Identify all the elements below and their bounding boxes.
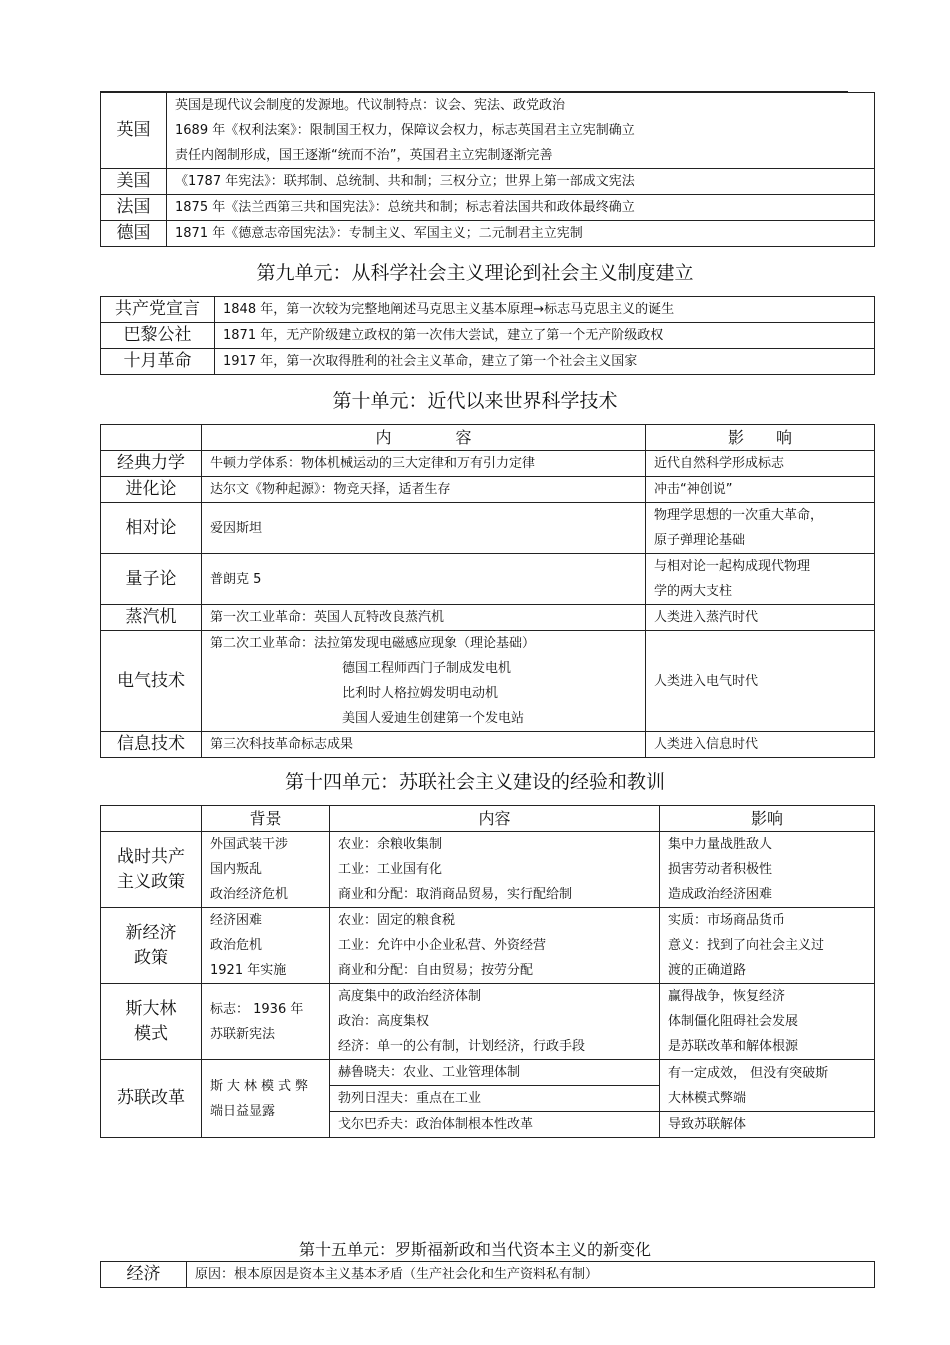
table-row (101, 554, 875, 605)
table-row (101, 1060, 875, 1086)
text-line: 损害劳动者积极性 (668, 862, 773, 877)
table-row (101, 323, 875, 349)
text-line: 体制僵化阻碍社会发展 (668, 1014, 799, 1029)
content-cell: 牛顿力学体系：物体机械运动的三大定律和万有引力定律 (202, 451, 646, 477)
text-line: 有一定成效， 但没有突破斯 (668, 1065, 829, 1081)
background-cell (202, 832, 330, 908)
text-line: 是苏联改革和解体根源 (668, 1039, 799, 1054)
unit15-title: 第十五单元：罗斯福新政和当代资本主义的新变化 (298, 1240, 651, 1259)
content-cell: 爱因斯坦 (202, 503, 646, 554)
text-line: 新经济 (125, 922, 177, 943)
text-line: 外国武装干涉 (210, 837, 289, 852)
unit10-table (100, 424, 875, 758)
impact-cell (646, 554, 875, 605)
text-line: 农业：余粮收集制 (338, 837, 443, 852)
table-row (101, 477, 875, 503)
unit9-table (100, 296, 875, 375)
text-line: 模式 (134, 1023, 168, 1044)
topic-name: 量子论 (101, 554, 202, 605)
content-cell (330, 984, 660, 1060)
text-line: 经济困难 (210, 913, 263, 928)
unit15-table (100, 1261, 875, 1288)
impact-cell: 导致苏联解体 (660, 1112, 875, 1138)
text-line: 政治经济危机 (210, 887, 289, 902)
text-line: 集中力量战胜敌人 (668, 837, 773, 852)
unit9-title: 第九单元：从科学社会主义理论到社会主义制度建立 (256, 262, 694, 284)
event-description: 1871 年，无产阶级建立政权的第一次伟大尝试，建立了第一个无产阶级政权 (215, 323, 875, 349)
text-line: 经济：单一的公有制，计划经济，行政手段 (338, 1039, 586, 1054)
text-line: 原子弹理论基础 (654, 533, 746, 548)
content-cell: 第一次工业革命：英国人瓦特改良蒸汽机 (202, 605, 646, 631)
impact-cell: 冲击“神创说” (646, 477, 875, 503)
text-line: 与相对论一起构成现代物理 (654, 559, 811, 574)
aspect-name: 经济 (101, 1262, 187, 1288)
content-cell: 普朗克 5 (202, 554, 646, 605)
text-line: 苏联新宪法 (210, 1026, 276, 1042)
constitution-content: 1871 年《德意志帝国宪法》：专制主义、军国主义；二元制君主立宪制 (167, 221, 875, 247)
text-line: 渡的正确道路 (668, 963, 747, 978)
constitution-content: 《1787 年宪法》：联邦制、总统制、共和制；三权分立；世界上第一部成文宪法 (167, 169, 875, 195)
text-line: 斯大林 (125, 998, 177, 1019)
table-row (101, 451, 875, 477)
text-line: 赢得战争，恢复经济 (668, 989, 786, 1004)
content-cell (202, 631, 646, 732)
constitution-content (167, 93, 875, 169)
header-blank (101, 806, 202, 832)
table-row (101, 195, 875, 221)
table-row (101, 631, 875, 732)
content-cell (330, 832, 660, 908)
topic-name: 经典力学 (101, 451, 202, 477)
text-line: 斯大林模式弊 (210, 1078, 313, 1094)
text-line: 主义政策 (117, 871, 185, 892)
text-line: 高度集中的政治经济体制 (338, 989, 482, 1004)
table-row (101, 908, 875, 984)
content-cell: 勃列日涅夫：重点在工业 (330, 1086, 660, 1112)
topic-name: 进化论 (101, 477, 202, 503)
text-line: 政治危机 (210, 938, 263, 953)
impact-cell (660, 1060, 875, 1112)
impact-cell: 人类进入蒸汽时代 (646, 605, 875, 631)
text-line: 意义：找到了向社会主义过 (668, 938, 825, 953)
topic-name: 蒸汽机 (101, 605, 202, 631)
table-row (101, 297, 875, 323)
unit10-title: 第十单元：近代以来世界科学技术 (332, 390, 618, 412)
text-line: 农业：固定的粮食税 (338, 913, 456, 928)
text-line: 德国工程师西门子制成发电机 (342, 661, 512, 676)
impact-cell (660, 832, 875, 908)
text-line: 物理学思想的一次重大革命， (654, 508, 824, 523)
table-row (101, 605, 875, 631)
table-row (101, 93, 875, 169)
impact-cell: 人类进入信息时代 (646, 732, 875, 758)
text-line: 政策 (134, 947, 168, 968)
content-cell: 戈尔巴乔夫：政治体制根本性改革 (330, 1112, 660, 1138)
text-line: 责任内阁制形成，国王逐渐“统而不治”，英国君主立宪制逐渐完善 (175, 148, 553, 163)
impact-cell (646, 503, 875, 554)
text-line: 比利时人格拉姆发明电动机 (342, 686, 499, 701)
aspect-text: 原因：根本原因是资本主义基本矛盾（生产社会化和生产资料私有制） (187, 1262, 875, 1288)
country-cell: 英国 (101, 93, 167, 169)
policy-name: 苏联改革 (101, 1060, 202, 1138)
country-cell: 德国 (101, 221, 167, 247)
text-line: 1921 年实施 (210, 963, 287, 978)
event-description: 1848 年，第一次较为完整地阐述马克思主义基本原理→标志马克思主义的诞生 (215, 297, 875, 323)
text-line: 端日益显露 (210, 1103, 276, 1119)
table-row (101, 984, 875, 1060)
table-row (101, 221, 875, 247)
background-cell (202, 1060, 330, 1138)
text-line: 标志： 1936 年 (210, 1001, 304, 1017)
table-row (101, 503, 875, 554)
text-line: 政治：高度集权 (338, 1014, 430, 1029)
topic-name: 电气技术 (101, 631, 202, 732)
impact-cell: 人类进入电气时代 (646, 631, 875, 732)
text-line: 英国是现代议会制度的发源地。代议制特点：议会、宪法、政党政治 (175, 98, 566, 113)
table-header-row (101, 425, 875, 451)
content-cell: 赫鲁晓夫：农业、工业管理体制 (330, 1060, 660, 1086)
impact-cell (660, 908, 875, 984)
policy-name (101, 832, 202, 908)
event-name: 巴黎公社 (101, 323, 215, 349)
text-line: 战时共产 (117, 846, 185, 867)
policy-name (101, 984, 202, 1060)
column-header-impact: 影 响 (646, 425, 875, 451)
header-blank (101, 425, 202, 451)
text-line: 1689 年《权利法案》：限制国王权力，保障议会权力，标志英国君主立宪制确立 (175, 123, 635, 138)
event-name: 共产党宣言 (101, 297, 215, 323)
column-header-background: 背景 (202, 806, 330, 832)
column-header-content: 内 容 (202, 425, 646, 451)
event-name: 十月革命 (101, 349, 215, 375)
table-header-row (101, 806, 875, 832)
text-line: 造成政治经济困难 (668, 887, 773, 902)
policy-name (101, 908, 202, 984)
event-description: 1917 年，第一次取得胜利的社会主义革命，建立了第一个社会主义国家 (215, 349, 875, 375)
constitution-content: 1875 年《法兰西第三共和国宪法》：总统共和制；标志着法国共和政体最终确立 (167, 195, 875, 221)
text-line: 工业：允许中小企业私营、外资经营 (338, 938, 547, 953)
background-cell (202, 908, 330, 984)
country-cell: 美国 (101, 169, 167, 195)
unit14-title: 第十四单元：苏联社会主义建设的经验和教训 (284, 771, 665, 793)
text-line: 国内叛乱 (210, 862, 263, 877)
table-row (101, 732, 875, 758)
text-line: 大林模式弊端 (668, 1090, 747, 1106)
unit14-table (100, 805, 875, 1138)
text-line: 美国人爱迪生创建第一个发电站 (342, 711, 525, 726)
content-cell (330, 908, 660, 984)
text-line: 第二次工业革命：法拉第发现电磁感应现象（理论基础） (210, 636, 536, 651)
constitution-table (100, 92, 875, 247)
text-line: 实质：市场商品货币 (668, 913, 786, 928)
topic-name: 相对论 (101, 503, 202, 554)
content-cell: 达尔文《物种起源》：物竞天择，适者生存 (202, 477, 646, 503)
text-line: 商业和分配：取消商品贸易，实行配给制 (338, 887, 573, 902)
impact-cell: 近代自然科学形成标志 (646, 451, 875, 477)
country-cell: 法国 (101, 195, 167, 221)
content-cell: 第三次科技革命标志成果 (202, 732, 646, 758)
text-line: 商业和分配：自由贸易；按劳分配 (338, 963, 534, 978)
topic-name: 信息技术 (101, 732, 202, 758)
text-line: 工业：工业国有化 (338, 862, 443, 877)
table-row (101, 832, 875, 908)
column-header-content: 内容 (330, 806, 660, 832)
background-cell (202, 984, 330, 1060)
impact-cell (660, 984, 875, 1060)
table-row (101, 169, 875, 195)
text-line: 学的两大支柱 (654, 584, 733, 599)
table-row (101, 349, 875, 375)
table-row (101, 1262, 875, 1288)
column-header-impact: 影响 (660, 806, 875, 832)
